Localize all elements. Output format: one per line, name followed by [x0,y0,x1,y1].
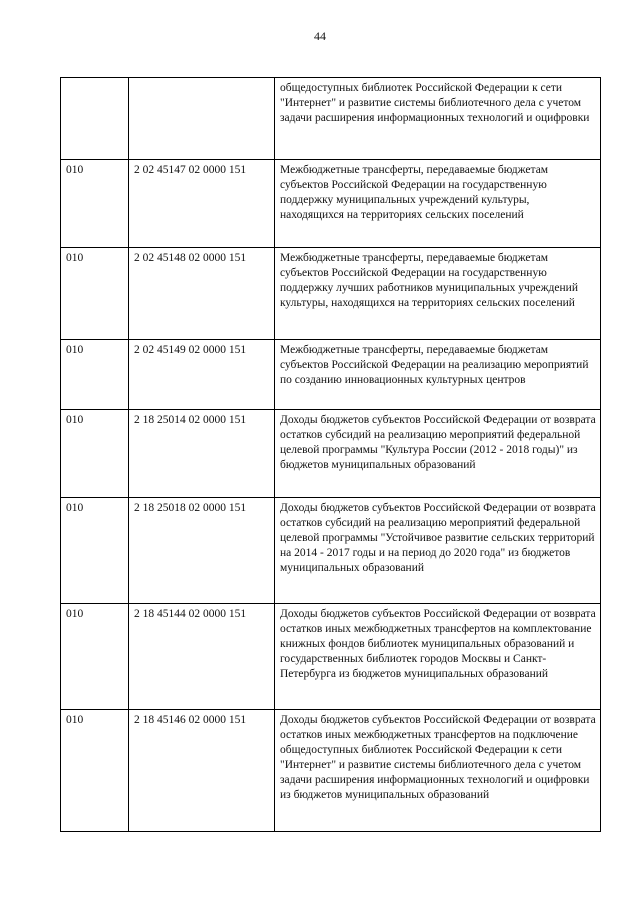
admin-code-cell: 010 [61,248,129,340]
description-cell: Доходы бюджетов субъектов Российской Федерации от возврата остатков субсидий на реализацию мероприятий федеральной целевой программы "Культура России (2012 - 2018 годы)" из бюджетов муниципальных образований [275,410,601,498]
budget-code-cell: 2 02 45148 02 0000 151 [129,248,275,340]
table-row [61,498,601,604]
table-row [61,604,601,710]
admin-code-cell: 010 [61,340,129,410]
table-row [61,710,601,832]
description-cell: Доходы бюджетов субъектов Российской Федерации от возврата остатков иных межбюджетных трансфертов на подключение общедоступных библиотек Российской Федерации к сети "Интернет" и развитие системы библиотечного дела с учетом задачи расширения информационных технологий и оцифровки из бюджетов муниципальных образований [275,710,601,832]
description-cell: Доходы бюджетов субъектов Российской Федерации от возврата остатков иных межбюджетных трансфертов на комплектование книжных фондов библиотек муниципальных образований и государственных библиотек городов Москвы и Санкт-Петербурга из бюджетов муниципальных образований [275,604,601,710]
budget-code-cell: 2 18 25018 02 0000 151 [129,498,275,604]
table-row [61,78,601,160]
budget-code-cell: 2 02 45149 02 0000 151 [129,340,275,410]
table-row [61,248,601,340]
description-cell: Доходы бюджетов субъектов Российской Федерации от возврата остатков субсидий на реализацию мероприятий федеральной целевой программы "Устойчивое развитие сельских территорий на 2014 - 2017 годы и на период до 2020 года" из бюджетов муниципальных образований [275,498,601,604]
description-cell: Межбюджетные трансферты, передаваемые бюджетам субъектов Российской Федерации на государственную поддержку муниципальных учреждений культуры, находящихся на территориях сельских поселений [275,160,601,248]
admin-code-cell: 010 [61,604,129,710]
revenue-codes-table [60,77,601,832]
admin-code-cell: 010 [61,410,129,498]
page-number: 44 [314,29,326,43]
admin-code-cell: 010 [61,498,129,604]
description-cell: Межбюджетные трансферты, передаваемые бюджетам субъектов Российской Федерации на государственную поддержку лучших работников муниципальных учреждений культуры, находящихся на территориях сельских поселений [275,248,601,340]
admin-code-cell [61,78,129,160]
table-row [61,160,601,248]
description-cell: общедоступных библиотек Российской Федерации к сети "Интернет" и развитие системы библиотечного дела с учетом задачи расширения информационных технологий и оцифровки [275,78,601,160]
budget-code-cell: 2 18 45144 02 0000 151 [129,604,275,710]
admin-code-cell: 010 [61,160,129,248]
table-row [61,340,601,410]
budget-code-cell: 2 02 45147 02 0000 151 [129,160,275,248]
description-cell: Межбюджетные трансферты, передаваемые бюджетам субъектов Российской Федерации на реализацию мероприятий по созданию инновационных культурных центров [275,340,601,410]
budget-code-cell [129,78,275,160]
budget-code-cell: 2 18 25014 02 0000 151 [129,410,275,498]
table-row [61,410,601,498]
budget-code-cell: 2 18 45146 02 0000 151 [129,710,275,832]
admin-code-cell: 010 [61,710,129,832]
